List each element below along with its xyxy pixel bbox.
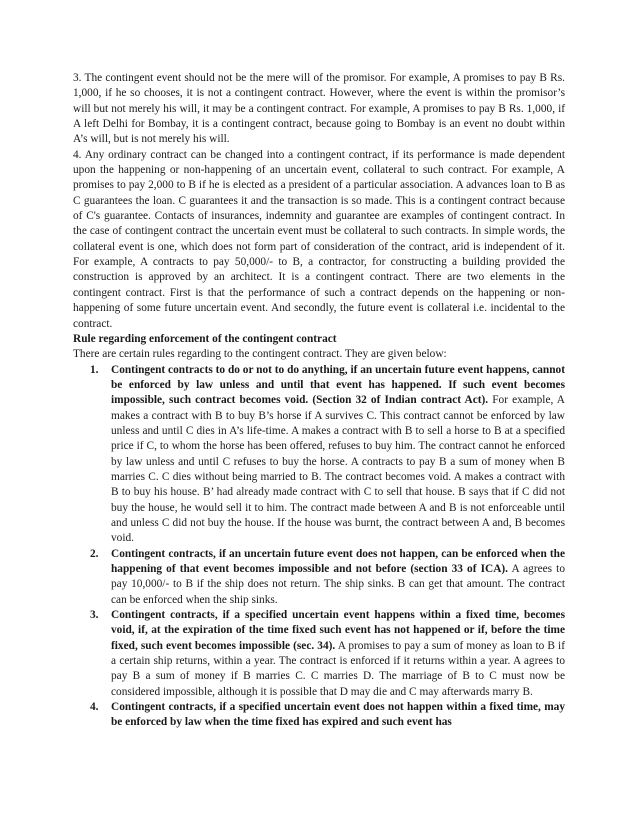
paragraph-point-3: 3. The contingent event should not be the mere will of the promisor. For example, A promises to pay B Rs. 1,000, if he so chooses, it is not a contingent contract. However, where the event is within the promisor’s will but not merely his will, it may be a contingent contract. For example, A promises to pay B Rs. 1,000, if A left Delhi for Bombay, it is a contingent contract, because going to Bombay is an event no doubt within A’s will, but is not merely his will. (73, 72, 565, 146)
rule-number: 4. (90, 701, 99, 714)
rule-item-4 (90, 700, 565, 731)
rule-number: 3. (90, 609, 99, 622)
rule-statement: Contingent contracts, if a specified uncertain event does not happen within a fixed time, may be enforced by law when the time fixed has expired and such event has (111, 701, 565, 729)
rule-explanation: A agrees to pay 10,000/- to B if the ship does not return. The ship sinks. B can get that amount. The contract can be enforced when the ship sinks. (111, 563, 565, 606)
rule-number: 2. (90, 547, 99, 560)
rule-number: 1. (90, 363, 99, 376)
section-heading: Rule regarding enforcement of the contingent contract (73, 332, 337, 345)
rule-explanation: For example, A makes a contract with B to buy B’s horse if A survives C. This contract cannot be enforced by law unless and until C dies in A’s life-time. A makes a contract with B to sell a horse to B at a specified price if C, to whom the horse has been offered, refuses to buy him. The contract cannot he enforced by law unless and until C refuses to buy the horse. A contracts to pay B a sum of money when B marries C. C dies without being married to B. The contract becomes void. A makes a contract with B to buy his house. B’ had already made contract with C to sell that house. B says that if C did not buy the house, he would sell it to him. The contract made between A and B is not enforceable until and unless C did not buy the house. If the house was burnt, the contract between A and, B becomes void. (111, 394, 565, 545)
rule-statement: Contingent contracts, if an uncertain future event does not happen, can be enforced when the happening of that event becomes impossible and not before (section 33 of ICA). (111, 547, 565, 575)
rule-statement: Contingent contracts, if a specified uncertain event happens within a fixed time, becomes void, if, at the expiration of the time fixed such event has not happened or if, before the time fixed, such event becomes impossible (sec. 34). (111, 609, 565, 652)
rule-item-1 (90, 363, 565, 547)
rules-intro: There are certain rules regarding to the contingent contract. They are given below: (73, 348, 447, 361)
rule-item-3 (90, 608, 565, 700)
rule-statement: Contingent contracts to do or not to do anything, if an uncertain future event happens, cannot be enforced by law unless and until that event has happened. If such event becomes impossible, such contract becomes void. (Section 32 of Indian contract Act). (111, 363, 565, 407)
paragraph-point-4: 4. Any ordinary contract can be changed into a contingent contract, if its performance is made dependent upon the happening or non-happening of an uncertain event, collateral to such contract. For example, A promises to pay 2,000 to B if he is elected as a president of a particular association. A advances loan to B as C guarantees the loan. C guarantees it and the transaction is so made. This is a contingent contract because of C's guarantee. Contacts of insurances, indemnity and guarantee are examples of contingent contract. In the case of contingent contract the uncertain event must be collateral to such contracts. In simple words, the collateral event is one, which does not form part of consideration of the contract, arid is independent of it. For example, A contracts to pay 50,000/- to B, a contractor, for constructing a building provided the construction is approved by an architect. It is a contingent contract. There are two elements in the contingent contract. First is that the performance of such a contract depends on the happening or non-happening of some future uncertain event. And secondly, the future event is collateral i.e. incidental to the contract. (73, 148, 565, 330)
document-page (73, 71, 565, 731)
rule-item-2 (90, 547, 565, 608)
rules-list (73, 363, 565, 731)
rule-explanation: A promises to pay a sum of money as loan to B if a certain ship returns, within a year. The contract is enforced if it returns within a year. A agrees to pay B a sum of money if B marries C. C marries D. The marriage of B to C must now be considered impossible, although it is possible that D may die and C may afterwards marry B. (111, 639, 565, 698)
